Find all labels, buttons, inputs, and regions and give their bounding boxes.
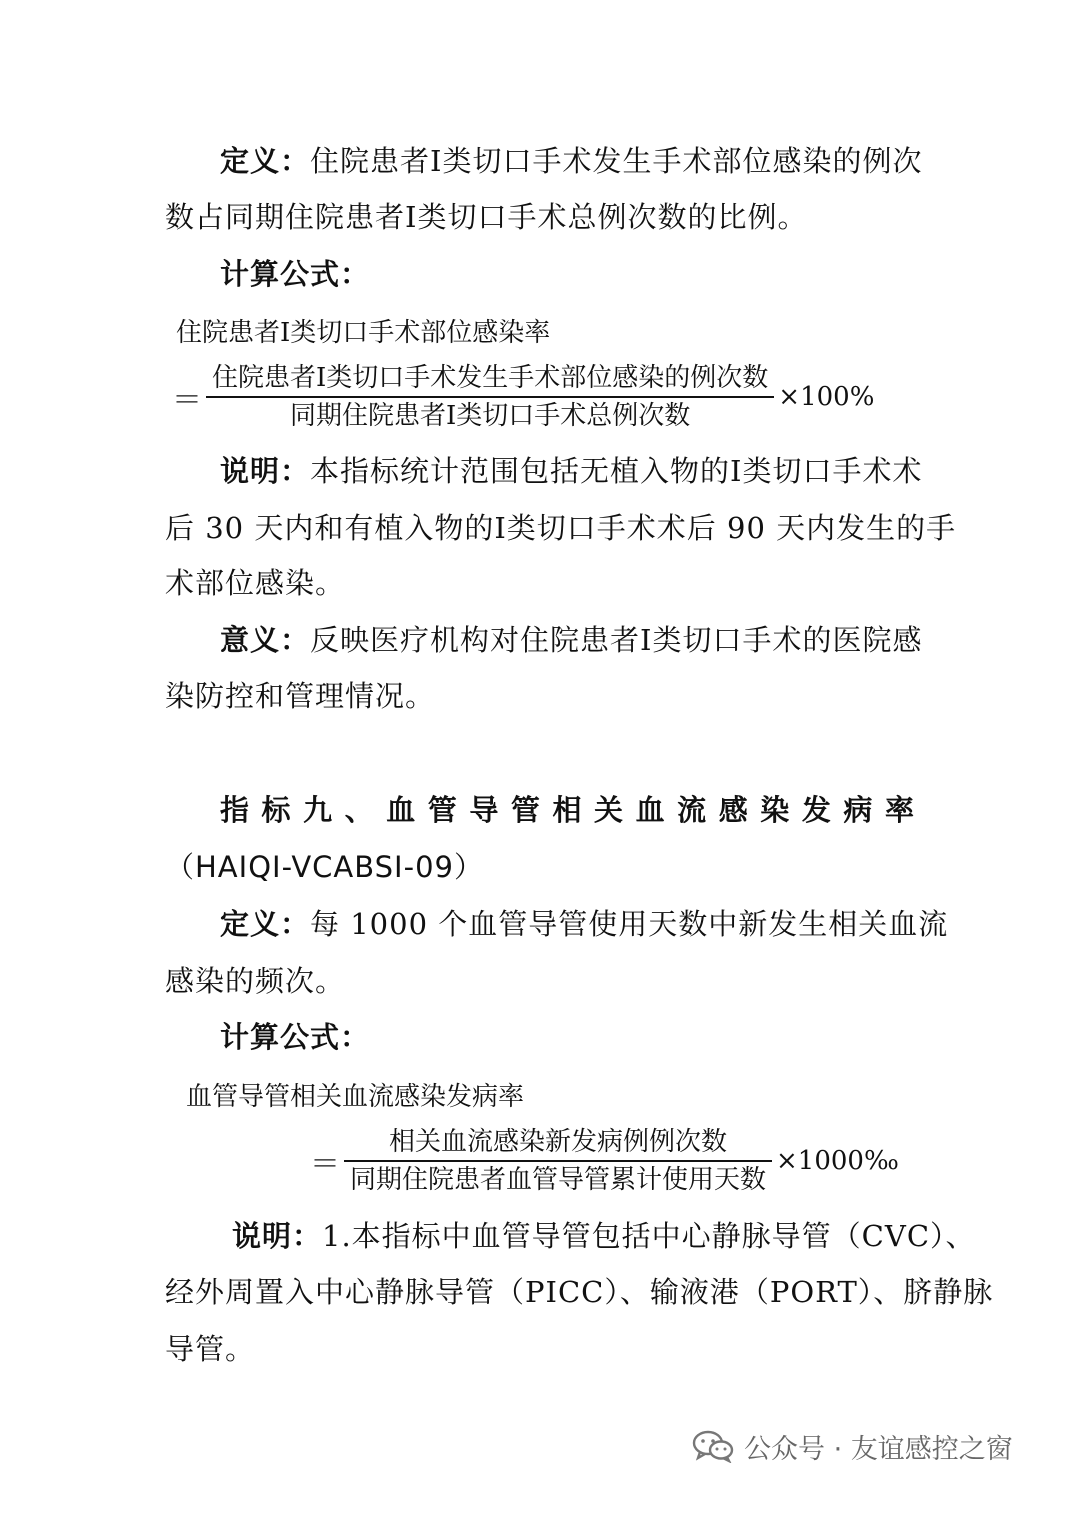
meaning-paragraph	[220, 620, 922, 660]
watermark	[692, 1426, 1013, 1466]
multiplier: ×100%	[778, 382, 875, 412]
wechat-icon	[692, 1429, 734, 1463]
fraction-9	[344, 1124, 772, 1198]
definition-paragraph-9	[220, 904, 948, 944]
definition-text-9: 每 1000 个血管导管使用天数中新发生相关血流	[310, 907, 949, 941]
note-text-9-continued: 经外周置入中心静脉导管（PICC）、输液港（PORT）、脐静脉	[165, 1275, 994, 1309]
formula-fraction	[172, 360, 874, 434]
numerator-9: 相关血流感染新发病例例次数	[389, 1127, 728, 1157]
note-text: 本指标统计范围包括无植入物的Ⅰ类切口手术术	[310, 454, 923, 488]
definition-text-9-continued: 感染的频次。	[165, 964, 346, 998]
meaning-text-continued: 染防控和管理情况。	[165, 679, 436, 713]
formula-label-9: 计算公式：	[220, 1020, 371, 1054]
equals-sign: ＝	[172, 383, 202, 418]
meaning-text: 反映医疗机构对住院患者Ⅰ类切口手术的医院感	[310, 623, 923, 657]
note-text-9-end: 导管。	[165, 1332, 256, 1366]
formula-name: 住院患者Ⅰ类切口手术部位感染率	[176, 318, 551, 348]
note-text-9: 1.本指标中血管导管包括中心静脉导管（CVC）、	[322, 1219, 976, 1253]
formula-fraction-9	[310, 1124, 899, 1198]
multiplier-9: ×1000‰	[776, 1146, 899, 1176]
section-title: 指标九、血管导管相关血流感染发病率	[220, 793, 915, 827]
note-text-continued: 后 30 天内和有植入物的Ⅰ类切口手术术后 90 天内发生的手	[165, 511, 957, 545]
definition-paragraph	[220, 141, 922, 181]
note-paragraph	[220, 451, 922, 491]
definition-label-9: 定义：	[220, 907, 311, 941]
watermark-text: 公众号 · 友谊感控之窗	[744, 1433, 1013, 1465]
note-label: 说明：	[220, 454, 311, 488]
definition-text-continued: 数占同期住院患者Ⅰ类切口手术总例次数的比例。	[165, 200, 808, 234]
definition-label: 定义：	[220, 144, 311, 178]
formula-name-9: 血管导管相关血流感染发病率	[186, 1082, 525, 1112]
meaning-label: 意义：	[220, 623, 311, 657]
numerator: 住院患者Ⅰ类切口手术发生手术部位感染的例次数	[212, 363, 769, 393]
definition-text: 住院患者Ⅰ类切口手术发生手术部位感染的例次	[310, 144, 923, 178]
note-label-9: 说明：	[232, 1219, 323, 1253]
note-paragraph-9	[232, 1216, 976, 1256]
fraction	[206, 360, 774, 434]
note-text-end: 术部位感染。	[165, 566, 346, 600]
section-code: （HAIQI-VCABSI-09）	[165, 850, 484, 884]
denominator-9: 同期住院患者血管导管累计使用天数	[350, 1165, 767, 1195]
denominator: 同期住院患者Ⅰ类切口手术总例次数	[290, 401, 691, 431]
formula-label: 计算公式：	[220, 257, 371, 291]
equals-sign-9: ＝	[310, 1147, 340, 1182]
